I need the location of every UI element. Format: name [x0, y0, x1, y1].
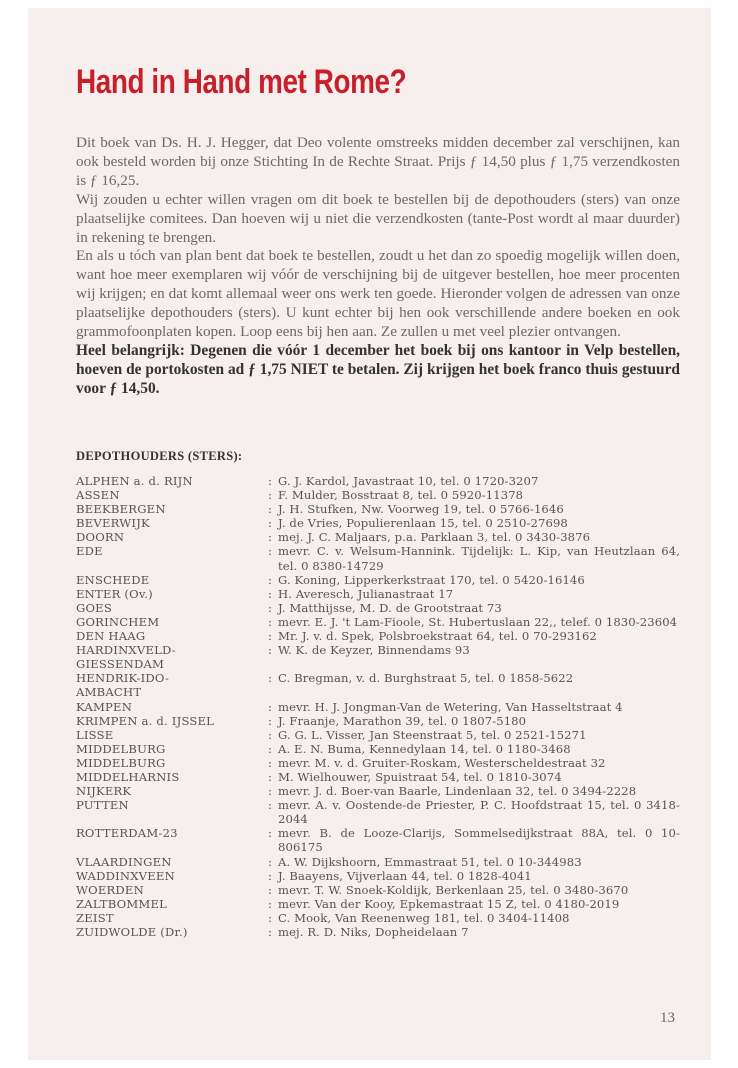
depot-address: J. Matthijsse, M. D. de Grootstraat 73 [278, 600, 502, 615]
depot-address: mej. J. C. Maljaars, p.a. Parklaan 3, tel. 0 3430-3876 [278, 530, 591, 545]
depot-row [76, 671, 680, 699]
depot-row [76, 770, 680, 784]
depot-town: LISSE [76, 727, 114, 742]
depot-address: mevr. C. v. Welsum-Hannink. Tijdelijk: L. Kip, van Heutzlaan 64, tel. 0 8380-14729 [278, 544, 680, 573]
depot-town: ZEIST [76, 910, 114, 925]
depot-address: mevr. T. W. Snoek-Koldijk, Berkenlaan 25, tel. 0 3480-3670 [278, 882, 629, 897]
depot-row [76, 756, 680, 770]
depot-address: Mr. J. v. d. Spek, Polsbroekstraat 64, tel. 0 70-293162 [278, 629, 597, 644]
depot-row [76, 474, 680, 488]
separator-colon: : [268, 699, 272, 714]
depot-row [76, 869, 680, 883]
depot-address: M. Wielhouwer, Spuistraat 54, tel. 0 1810-3074 [278, 769, 562, 784]
separator-colon: : [268, 826, 272, 841]
depot-town: WOERDEN [76, 882, 144, 897]
important-notice: Heel belangrijk: Degenen die vóór 1 december het boek bij ons kantoor in Velp bestellen, hoeven de portokosten ad ƒ 1,75 NIET te betalen. Zij krijgen het boek franco thuis gestuurd voor ƒ 14,50. [76, 341, 680, 397]
depot-town: VLAARDINGEN [76, 854, 172, 869]
separator-colon: : [268, 586, 272, 601]
depot-town: HENDRIK-IDO- AMBACHT [76, 671, 170, 700]
depot-address: mevr. Van der Kooy, Epkemastraat 15 Z, tel. 0 4180-2019 [278, 896, 620, 911]
depot-town: EDE [76, 544, 103, 559]
depot-town: KAMPEN [76, 699, 133, 714]
depot-row [76, 742, 680, 756]
depot-address: W. K. de Keyzer, Binnendams 93 [278, 643, 470, 658]
separator-colon: : [268, 600, 272, 615]
separator-colon: : [268, 671, 272, 686]
separator-colon: : [268, 530, 272, 545]
depot-town: GORINCHEM [76, 614, 160, 629]
separator-colon: : [268, 882, 272, 897]
depot-row [76, 897, 680, 911]
separator-colon: : [268, 741, 272, 756]
paragraph: En als u tóch van plan bent dat boek te bestellen, zoudt u het dan zo spoedig mogelijk willen doen, want hoe meer exemplaren wij vóór de verschijning bij de uitgever bestellen, hoe meer procenten wij krijgen; en dat komt allemaal weer ons werk ten goede. Hieronder volgen de adressen van onze plaatselijke depothouders (sters). U kunt echter bij hen ook verschillende andere boeken en ook grammofoonplaten kopen. Loop eens bij hen aan. Ze zullen u met veel plezier ontvangen. [76, 247, 680, 341]
separator-colon: : [268, 755, 272, 770]
depot-town: ASSEN [76, 488, 120, 503]
separator-colon: : [268, 572, 272, 587]
depot-row [76, 714, 680, 728]
page-title: Hand in Hand met Rome? [76, 63, 407, 101]
depot-address: G. Koning, Lipperkerkstraat 170, tel. 0 5420-16146 [278, 572, 585, 587]
depot-address: C. Bregman, v. d. Burghstraat 5, tel. 0 1858-5622 [278, 671, 574, 686]
depot-row [76, 615, 680, 629]
separator-colon: : [268, 544, 272, 559]
paragraph: Wij zouden u echter willen vragen om dit boek te bestellen bij de depothouders (sters) van onze plaatselijke comitees. Dan hoeven wij u niet die verzendkosten (tante-Post wordt al maar duurder) in rekening te brengen. [76, 190, 680, 246]
depot-town: NIJKERK [76, 784, 132, 799]
depot-town: MIDDELBURG [76, 755, 166, 770]
depot-row [76, 855, 680, 869]
depot-address: mevr. J. d. Boer-van Baarle, Lindenlaan 32, tel. 0 3494-2228 [278, 784, 637, 799]
separator-colon: : [268, 488, 272, 503]
depot-town: HARDINXVELD- GIESSENDAM [76, 643, 176, 672]
depot-town: KRIMPEN a. d. IJSSEL [76, 713, 215, 728]
depot-address: J. H. Stufken, Nw. Voorweg 19, tel. 0 5766-1646 [278, 502, 564, 517]
separator-colon: : [268, 474, 272, 488]
depot-row [76, 883, 680, 897]
separator-colon: : [268, 614, 272, 629]
depot-town: ROTTERDAM-23 [76, 826, 178, 841]
paragraph: Dit boek van Ds. H. J. Hegger, dat Deo volente omstreeks midden december zal verschijnen, kan ook besteld worden bij onze Stichting In de Rechte Straat. Prijs ƒ 14,50 plus ƒ 1,75 verzendkosten is ƒ 16,25. [76, 134, 680, 189]
depot-row [76, 911, 680, 925]
depot-row [76, 643, 680, 671]
separator-colon: : [268, 868, 272, 883]
depot-row [76, 502, 680, 516]
separator-colon: : [268, 784, 272, 799]
depot-town: ENSCHEDE [76, 572, 150, 587]
depot-address: C. Mook, Van Reenenweg 181, tel. 0 3404-11408 [278, 910, 570, 925]
page-number: 13 [660, 1010, 675, 1026]
depot-town: MIDDELBURG [76, 741, 166, 756]
depot-address: mevr. A. v. Oostende-de Priester, P. C. Hoofdstraat 15, tel. 0 3418-2044 [278, 798, 680, 827]
depot-town: BEVERWIJK [76, 516, 150, 531]
depot-town: GOES [76, 600, 112, 615]
separator-colon: : [268, 798, 272, 813]
depot-row [76, 925, 680, 939]
separator-colon: : [268, 854, 272, 869]
depot-town: ZALTBOMMEL [76, 896, 168, 911]
depot-address: J. Fraanje, Marathon 39, tel. 0 1807-5180 [278, 713, 527, 728]
separator-colon: : [268, 769, 272, 784]
depot-address: A. W. Dijkshoorn, Emmastraat 51, tel. 0 10-344983 [278, 854, 582, 869]
depot-row [76, 488, 680, 502]
depot-row [76, 544, 680, 572]
depot-town: ENTER (Ov.) [76, 586, 153, 601]
depot-town: ALPHEN a. d. RIJN [76, 474, 193, 488]
separator-colon: : [268, 629, 272, 644]
depot-row [76, 784, 680, 798]
depot-address: H. Averesch, Julianastraat 17 [278, 586, 454, 601]
depot-town: WADDINXVEEN [76, 868, 175, 883]
depot-town: PUTTEN [76, 798, 129, 813]
depot-address: mevr. H. J. Jongman-Van de Wetering, Van Hasseltstraat 4 [278, 699, 623, 714]
article-body [76, 134, 680, 399]
depot-address: J. Baayens, Vijverlaan 44, tel. 0 1828-4041 [278, 868, 532, 883]
page [28, 8, 711, 1060]
depot-row [76, 601, 680, 615]
separator-colon: : [268, 713, 272, 728]
depot-address: A. E. N. Buma, Kennedylaan 14, tel. 0 1180-3468 [278, 741, 571, 756]
depot-row [76, 629, 680, 643]
depot-town: DOORN [76, 530, 125, 545]
depot-row [76, 587, 680, 601]
separator-colon: : [268, 502, 272, 517]
depot-town: DEN HAAG [76, 629, 146, 644]
depot-address: J. de Vries, Populierenlaan 15, tel. 0 2510-27698 [278, 516, 568, 531]
depot-address: G. G. L. Visser, Jan Steenstraat 5, tel. 0 2521-15271 [278, 727, 587, 742]
depot-row [76, 530, 680, 544]
depot-list [76, 474, 680, 939]
depot-row [76, 700, 680, 714]
separator-colon: : [268, 925, 272, 939]
depot-row [76, 516, 680, 530]
depot-town: BEEKBERGEN [76, 502, 166, 517]
separator-colon: : [268, 896, 272, 911]
separator-colon: : [268, 643, 272, 658]
depot-row [76, 728, 680, 742]
depot-address: mevr. B. de Looze-Clarijs, Sommelsedijkstraat 88A, tel. 0 10-806175 [278, 826, 680, 855]
depot-heading: DEPOTHOUDERS (STERS): [76, 449, 243, 463]
depot-row [76, 573, 680, 587]
depot-row [76, 826, 680, 854]
separator-colon: : [268, 910, 272, 925]
separator-colon: : [268, 727, 272, 742]
depot-address: mevr. E. J. 't Lam-Fioole, St. Hubertuslaan 22,, telef. 0 1830-23604 [278, 614, 678, 629]
depot-address: mevr. M. v. d. Gruiter-Roskam, Westerscheldestraat 32 [278, 755, 606, 770]
depot-town: MIDDELHARNIS [76, 769, 180, 784]
depot-address: G. J. Kardol, Javastraat 10, tel. 0 1720-3207 [278, 474, 539, 488]
depot-row [76, 798, 680, 826]
depot-town: ZUIDWOLDE (Dr.) [76, 925, 188, 939]
depot-address: F. Mulder, Bosstraat 8, tel. 0 5920-11378 [278, 488, 524, 503]
separator-colon: : [268, 516, 272, 531]
depot-address: mej. R. D. Niks, Dopheidelaan 7 [278, 925, 469, 939]
